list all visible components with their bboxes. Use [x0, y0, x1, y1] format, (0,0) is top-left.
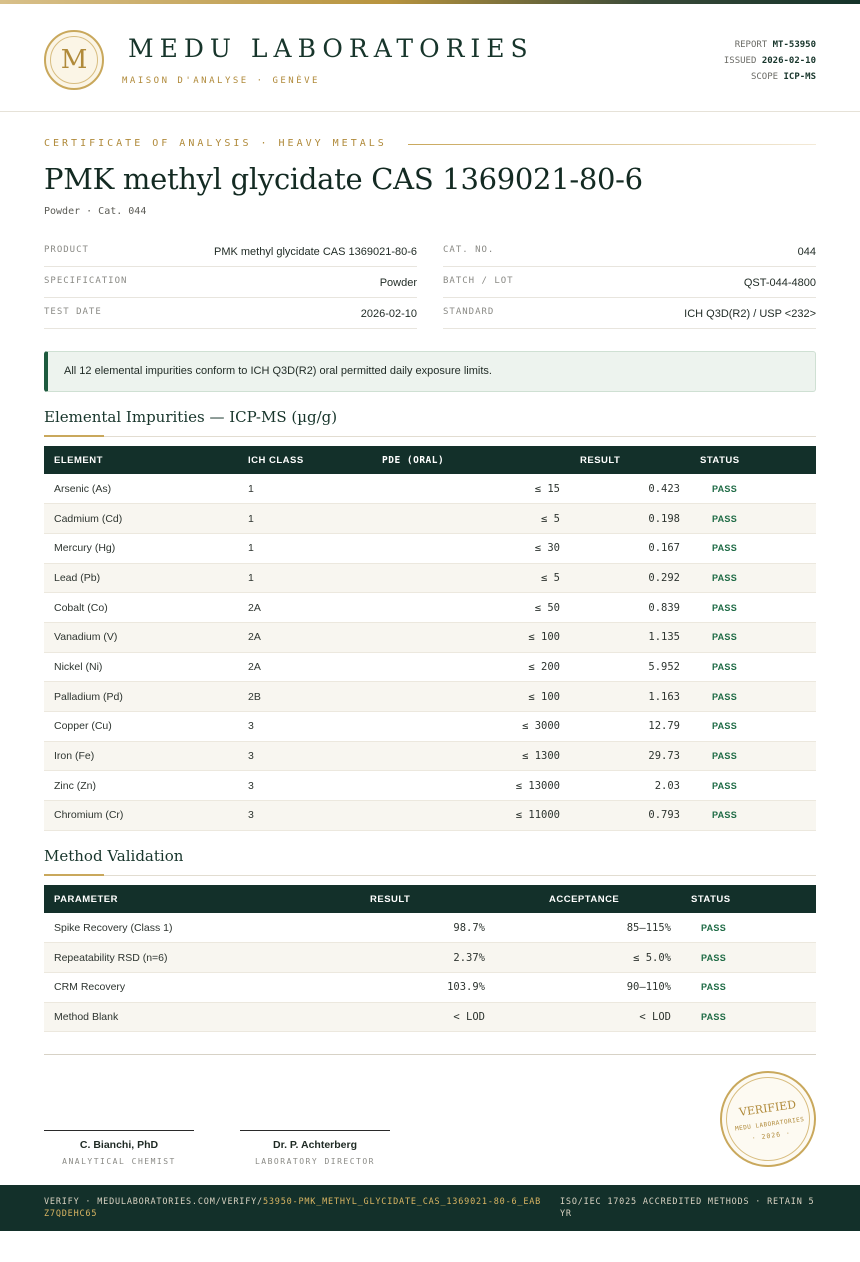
col-header-status: STATUS — [691, 893, 731, 905]
element-cell: Copper (Cu) — [44, 712, 238, 742]
ich-class-cell: 1 — [238, 504, 372, 534]
report-label: REPORT — [734, 40, 768, 50]
info-value: PMK methyl glycidate CAS 1369021-80-6 — [214, 246, 417, 258]
col-header-acceptance: ACCEPTANCE — [549, 893, 620, 905]
element-cell: Chromium (Cr) — [44, 801, 238, 831]
element-cell: Nickel (Ni) — [44, 652, 238, 682]
element-cell: Lead (Pb) — [44, 563, 238, 593]
result-cell: 0.167 — [570, 533, 690, 563]
seal-word: VERIFIED — [738, 1098, 797, 1119]
table-row — [44, 712, 816, 742]
status-badge: PASS — [681, 913, 816, 943]
ich-class-cell: 1 — [238, 563, 372, 593]
info-key: TEST DATE — [44, 307, 102, 317]
section-accent — [44, 874, 104, 876]
verified-seal — [714, 1065, 822, 1173]
pde-cell: ≤ 100 — [372, 682, 570, 712]
ich-class-cell: 1 — [238, 474, 372, 504]
table-row — [44, 682, 816, 712]
signature-block — [240, 1130, 390, 1166]
result-cell: 0.793 — [570, 801, 690, 831]
result-cell: 5.952 — [570, 652, 690, 682]
ich-class-cell: 1 — [238, 533, 372, 563]
signatory-name: C. Bianchi, PhD — [79, 1139, 159, 1151]
result-cell: 1.135 — [570, 622, 690, 652]
info-value: 044 — [797, 246, 816, 258]
result-cell: 98.7% — [300, 913, 495, 943]
table-row — [44, 533, 816, 563]
seal-lab-name: MEDU LABORATORIES — [734, 1115, 805, 1133]
info-key: PRODUCT — [44, 245, 89, 255]
info-value: 2026-02-10 — [360, 308, 417, 320]
signature-line — [240, 1130, 390, 1131]
table-row — [44, 652, 816, 682]
result-cell: 0.198 — [570, 504, 690, 534]
pde-cell: ≤ 5 — [372, 504, 570, 534]
table-row — [44, 913, 816, 943]
element-cell: Cadmium (Cd) — [44, 504, 238, 534]
conformity-text: All 12 elemental impurities conform to ICH Q3D(R2) oral permitted daily exposure limits. — [64, 365, 492, 377]
scope-value: ICP-MS — [783, 72, 816, 82]
col-header-class: ICH CLASS — [248, 454, 304, 466]
table-row — [44, 622, 816, 652]
signature-line — [44, 1130, 194, 1131]
col-header-status: STATUS — [700, 454, 740, 466]
info-value: ICH Q3D(R2) / USP <232> — [684, 308, 816, 320]
result-cell: < LOD — [300, 1002, 495, 1032]
info-key: BATCH / LOT — [443, 276, 514, 286]
section-divider — [44, 436, 816, 437]
lab-logo — [44, 30, 104, 90]
page-title: PMK methyl glycidate CAS 1369021-80-6 — [44, 162, 643, 196]
table-row — [44, 972, 816, 1002]
status-badge: PASS — [681, 1002, 816, 1032]
impurities-table — [44, 446, 816, 831]
element-cell: Arsenic (As) — [44, 474, 238, 504]
scope-line — [724, 69, 816, 85]
signatory-role: ANALYTICAL CHEMIST — [62, 1157, 176, 1166]
report-header — [0, 4, 860, 112]
ich-class-cell: 2A — [238, 652, 372, 682]
col-header-result: RESULT — [580, 454, 621, 466]
page-subtitle: Powder · Cat. 044 — [44, 206, 147, 217]
pde-cell: ≤ 5 — [372, 563, 570, 593]
status-badge: PASS — [690, 474, 816, 504]
ich-class-cell: 2A — [238, 593, 372, 623]
info-row-specification — [44, 267, 417, 298]
seal-inner-ring — [721, 1072, 816, 1167]
col-header-pde: PDE (ORAL) — [382, 454, 445, 466]
info-value: Powder — [379, 277, 417, 289]
verify-prefix: VERIFY · MEDULABORATORIES.COM/VERIFY/ — [44, 1197, 263, 1207]
info-value: QST-044-4800 — [743, 277, 816, 289]
accreditation-note: ISO/IEC 17025 ACCREDITED METHODS · RETAIN 5 YR — [560, 1197, 815, 1219]
result-cell: 2.03 — [570, 771, 690, 801]
table-header-row — [44, 446, 816, 474]
issued-line — [724, 53, 816, 69]
pde-cell: ≤ 200 — [372, 652, 570, 682]
element-cell: Iron (Fe) — [44, 741, 238, 771]
info-key: SPECIFICATION — [44, 276, 128, 286]
table-row — [44, 474, 816, 504]
status-badge: PASS — [690, 682, 816, 712]
table-row — [44, 801, 816, 831]
impurities-section-title: Elemental Impurities — ICP-MS (µg/g) — [44, 408, 338, 426]
status-badge: PASS — [690, 652, 816, 682]
status-badge: PASS — [690, 504, 816, 534]
status-badge: PASS — [690, 593, 816, 623]
issued-label: ISSUED — [723, 56, 757, 66]
pde-cell: ≤ 15 — [372, 474, 570, 504]
ich-class-cell: 3 — [238, 712, 372, 742]
result-cell: 29.73 — [570, 741, 690, 771]
acceptance-cell: ≤ 5.0% — [495, 943, 681, 973]
ich-class-cell: 2B — [238, 682, 372, 712]
parameter-cell: Repeatability RSD (n=6) — [44, 943, 300, 973]
section-divider — [44, 875, 816, 876]
table-row — [44, 563, 816, 593]
brand-subtitle: MAISON D'ANALYSE · GENÈVE — [122, 76, 320, 86]
info-key: CAT. NO. — [443, 245, 495, 255]
result-cell: 103.9% — [300, 972, 495, 1002]
parameter-cell: Spike Recovery (Class 1) — [44, 913, 300, 943]
product-info-left — [44, 236, 417, 329]
pde-cell: ≤ 13000 — [372, 771, 570, 801]
result-cell: 0.423 — [570, 474, 690, 504]
document-eyebrow-row — [44, 138, 816, 152]
col-header-element: ELEMENT — [54, 454, 103, 466]
seal-year: · 2026 · — [751, 1128, 792, 1143]
pde-cell: ≤ 3000 — [372, 712, 570, 742]
brand-name: MEDU LABORATORIES — [128, 34, 534, 63]
pde-cell: ≤ 50 — [372, 593, 570, 623]
report-number: MT-53950 — [772, 40, 816, 50]
status-badge: PASS — [690, 533, 816, 563]
document-eyebrow: CERTIFICATE OF ANALYSIS · HEAVY METALS — [44, 138, 387, 149]
parameter-cell: Method Blank — [44, 1002, 300, 1032]
element-cell: Palladium (Pd) — [44, 682, 238, 712]
validation-table — [44, 885, 816, 1032]
result-cell: 0.839 — [570, 593, 690, 623]
info-key: STANDARD — [443, 307, 495, 317]
table-row — [44, 943, 816, 973]
eyebrow-divider — [408, 144, 816, 145]
report-meta — [724, 37, 816, 85]
status-badge: PASS — [690, 622, 816, 652]
validation-section-title: Method Validation — [44, 847, 184, 865]
acceptance-cell: 85–115% — [495, 913, 681, 943]
status-badge: PASS — [690, 563, 816, 593]
info-row-batch — [443, 267, 816, 298]
pde-cell: ≤ 1300 — [372, 741, 570, 771]
info-row-standard — [443, 298, 816, 329]
table-row — [44, 1002, 816, 1032]
element-cell: Cobalt (Co) — [44, 593, 238, 623]
ich-class-cell: 2A — [238, 622, 372, 652]
verify-path: 53950-PMK_METHYL_GLYCIDATE_CAS_1369021-80-6_EABZ7QDEHC65 — [44, 1197, 542, 1219]
signatory-name: Dr. P. Achterberg — [272, 1139, 358, 1151]
ich-class-cell: 3 — [238, 801, 372, 831]
table-row — [44, 741, 816, 771]
pde-cell: ≤ 30 — [372, 533, 570, 563]
info-row-cat-no — [443, 236, 816, 267]
conformity-banner — [44, 351, 816, 392]
result-cell: 0.292 — [570, 563, 690, 593]
col-header-parameter: PARAMETER — [54, 893, 118, 905]
info-row-product — [44, 236, 417, 267]
info-row-test-date — [44, 298, 417, 329]
report-number-line — [724, 37, 816, 53]
parameter-cell: CRM Recovery — [44, 972, 300, 1002]
pde-cell: ≤ 11000 — [372, 801, 570, 831]
ich-class-cell: 3 — [238, 771, 372, 801]
logo-monogram: M — [50, 36, 98, 84]
status-badge: PASS — [681, 943, 816, 973]
signatory-role: LABORATORY DIRECTOR — [254, 1157, 375, 1166]
col-header-result: RESULT — [370, 893, 411, 905]
status-badge: PASS — [690, 801, 816, 831]
result-cell: 2.37% — [300, 943, 495, 973]
result-cell: 12.79 — [570, 712, 690, 742]
status-badge: PASS — [681, 972, 816, 1002]
element-cell: Vanadium (V) — [44, 622, 238, 652]
acceptance-cell: < LOD — [495, 1002, 681, 1032]
table-header-row — [44, 885, 816, 913]
element-cell: Mercury (Hg) — [44, 533, 238, 563]
table-row — [44, 593, 816, 623]
acceptance-cell: 90–110% — [495, 972, 681, 1002]
element-cell: Zinc (Zn) — [44, 771, 238, 801]
footer-bar — [0, 1185, 860, 1231]
result-cell: 1.163 — [570, 682, 690, 712]
status-badge: PASS — [690, 741, 816, 771]
product-info-right — [443, 236, 816, 329]
scope-label: SCOPE — [750, 72, 779, 82]
table-row — [44, 504, 816, 534]
section-accent — [44, 435, 104, 437]
status-badge: PASS — [690, 771, 816, 801]
pde-cell: ≤ 100 — [372, 622, 570, 652]
signature-divider — [44, 1054, 816, 1055]
verify-link[interactable] — [44, 1196, 544, 1220]
issued-date: 2026-02-10 — [761, 56, 816, 66]
table-row — [44, 771, 816, 801]
status-badge: PASS — [690, 712, 816, 742]
signature-block — [44, 1130, 194, 1166]
ich-class-cell: 3 — [238, 741, 372, 771]
